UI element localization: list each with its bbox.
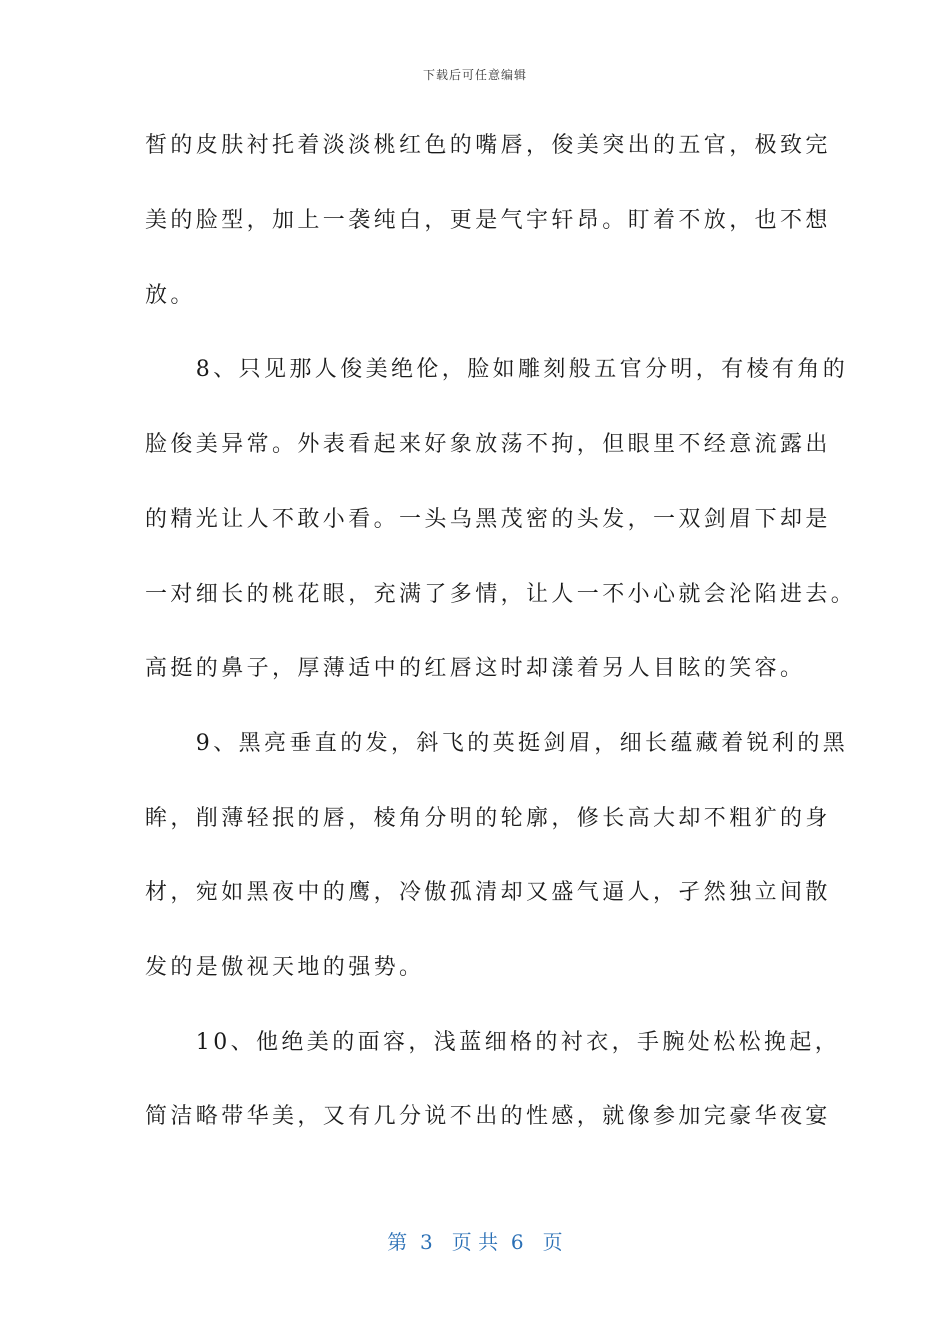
body-text-line: 材，宛如黑夜中的鹰，冷傲孤清却又盛气逼人，孑然独立间散 [145,880,831,905]
body-text-line: 脸俊美异常。外表看起来好象放荡不拘，但眼里不经意流露出 [145,432,831,457]
body-text-line: 美的脸型，加上一袭纯白，更是气宇轩昂。盯着不放，也不想 [145,208,831,233]
body-text-line: 8、只见那人俊美绝伦，脸如雕刻般五官分明，有棱有角的 [145,357,849,382]
body-text-line: 9、黑亮垂直的发，斜飞的英挺剑眉，细长蕴藏着锐利的黑 [145,731,849,756]
page-number-footer: 第 3 页 共 6 页 [387,1230,563,1254]
body-text-line: 的精光让人不敢小看。一头乌黑茂密的头发，一双剑眉下却是 [145,507,831,532]
body-text-line: 10、他绝美的面容，浅蓝细格的衬衣，手腕处松松挽起， [145,1030,841,1055]
body-text-line: 发的是傲视天地的强势。 [145,955,425,980]
page-header-note: 下载后可任意编辑 [422,68,527,82]
body-text-line: 一对细长的桃花眼，充满了多情，让人一不小心就会沦陷进去。 [145,582,857,607]
body-text-line: 皙的皮肤衬托着淡淡桃红色的嘴唇，俊美突出的五官，极致完 [145,133,831,158]
body-text-line: 眸，削薄轻抿的唇，棱角分明的轮廓，修长高大却不粗犷的身 [145,806,831,831]
body-text-line: 简洁略带华美，又有几分说不出的性感，就像参加完豪华夜宴 [145,1104,831,1129]
body-text-line: 高挺的鼻子，厚薄适中的红唇这时却漾着另人目眩的笑容。 [145,656,806,681]
body-text-line: 放。 [145,283,196,308]
